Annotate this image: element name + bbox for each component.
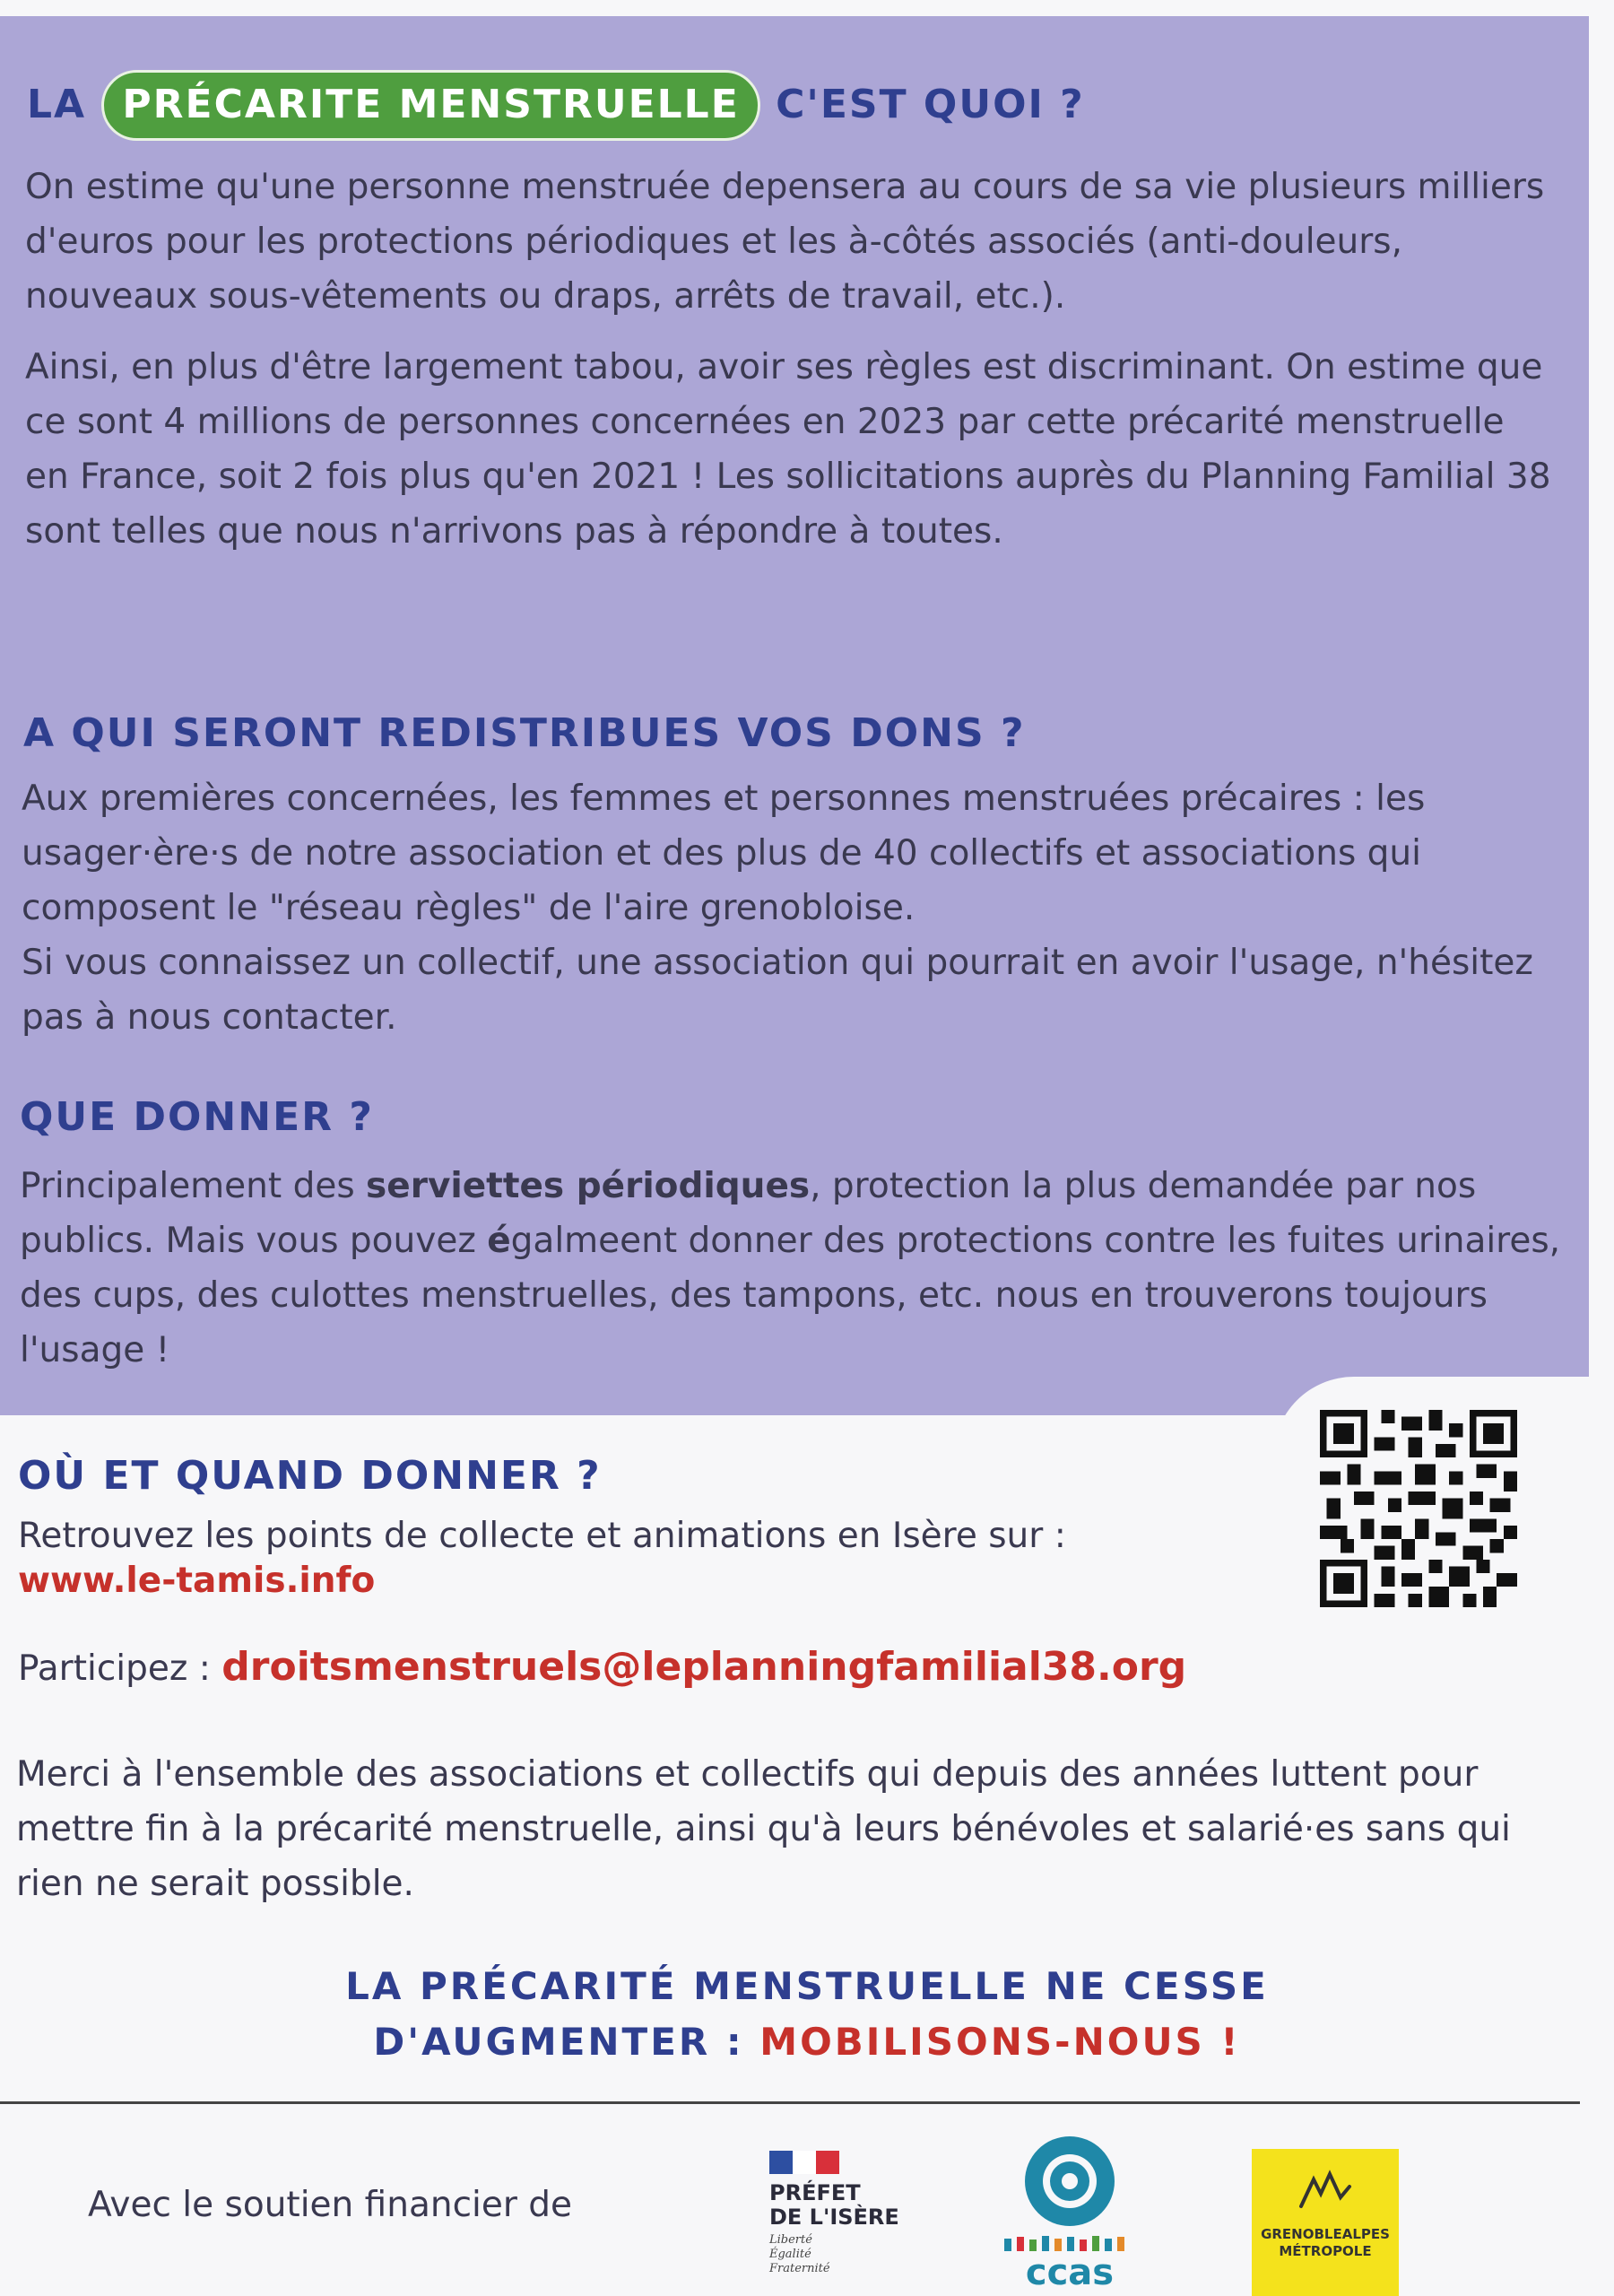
section1-body: [25, 160, 1558, 559]
participate-line: [18, 1639, 1578, 1696]
prefet-line1: PRÉFET: [769, 2180, 861, 2205]
section3-body: [20, 1159, 1562, 1378]
prefet-motto3: Fraternité: [769, 2262, 830, 2275]
section2-paragraph1: Aux premières concernées, les femmes et personnes menstruées précaires : les usager·ère·s de notre association et des plus de 40 collectifs et associations qui composent le "réseau règles" de l'aire grenobloise.: [22, 778, 1426, 928]
french-flag-icon: [769, 2151, 839, 2174]
website-link[interactable]: www.le-tamis.info: [18, 1561, 376, 1601]
closing-highlight: MOBILISONS-NOUS !: [759, 2020, 1241, 2064]
section3-text-before: Principalement des: [20, 1166, 367, 1206]
section3-heading: QUE DONNER ?: [20, 1094, 374, 1140]
section3-text-after: galmeent donner des protections contre les fuites urinaires, des cups, des culottes menstruelles, des tampons, etc. nous en trouverons toujours l'usage !: [20, 1221, 1561, 1370]
closing-line2-before: D'AUGMENTER :: [373, 2020, 760, 2064]
section1-paragraph2: Ainsi, en plus d'être largement tabou, avoir ses règles est discriminant. On estime que ce sont 4 millions de personnes concernées en 2023 par cette précarité menstruelle en France, soit 2 fois plus qu'en 2021 ! Les sollicitations auprès du Planning Familial 38 sont telles que nous n'arrivons pas à répondre à toutes.: [25, 347, 1551, 552]
section2-paragraph2: Si vous connaissez un collectif, une association qui pourrait en avoir l'usage, n'hésitez pas à nous contacter.: [22, 943, 1533, 1038]
participate-label: Participez :: [18, 1648, 222, 1689]
section3-text-bold2: é: [487, 1221, 511, 1261]
metropole-emblem-icon: [1294, 2167, 1357, 2217]
section2-heading: A QUI SERONT REDISTRIBUES VOS DONS ?: [23, 710, 1026, 756]
section3-paragraph: [20, 1159, 1562, 1378]
closing-line1: LA PRÉCARITÉ MENSTRUELLE NE CESSE: [345, 1964, 1269, 2008]
section4-text: Retrouvez les points de collecte et animations en Isère sur :: [18, 1516, 1066, 1556]
ccas-label: ccas: [1025, 2252, 1115, 2293]
section3-text-mid: , protection la plus demandée par nos publics. Mais vous pouvez: [20, 1166, 1477, 1261]
metro-line2: MÉTROPOLE: [1279, 2243, 1372, 2259]
email-link[interactable]: droitsmenstruels@leplanningfamilial38.org: [221, 1644, 1187, 1690]
grenoble-alpes-metropole-logo: [1252, 2149, 1399, 2296]
section1-heading-pill: PRÉCARITE MENSTRUELLE: [101, 70, 759, 141]
people-row-icon: [1002, 2231, 1137, 2251]
section4-body: [18, 1514, 1273, 1604]
prefet-logo: [769, 2151, 931, 2276]
support-text: Avec le soutien financier de: [88, 2185, 573, 2225]
closing-line2: [0, 2020, 1614, 2064]
qr-code[interactable]: [1320, 1410, 1517, 1607]
section1-heading-after: C'EST QUOI ?: [776, 82, 1085, 127]
prefet-motto2: Égalité: [769, 2248, 811, 2261]
section1-heading-before: LA: [27, 82, 87, 127]
ville-de-grenoble-seal-icon: [1023, 2135, 1116, 2228]
section1-heading: [27, 70, 1085, 141]
section2-body: [22, 771, 1564, 1045]
section3-text-bold: serviettes périodiques: [366, 1166, 811, 1206]
metro-line1: GRENOBLEALPES: [1261, 2226, 1390, 2242]
section1-paragraph1: On estime qu'une personne menstruée depensera au cours de sa vie plusieurs milliers d'euros pour les protections périodiques et les à-côtés associés (anti-douleurs, nouveaux sous-vêtements ou draps, arrêts de travail, etc.).: [25, 167, 1545, 317]
footer-divider: [0, 2101, 1580, 2104]
prefet-motto1: Liberté: [769, 2233, 812, 2247]
prefet-line2: DE L'ISÈRE: [769, 2205, 899, 2230]
section4-heading: OÙ ET QUAND DONNER ?: [18, 1453, 602, 1499]
ville-grenoble-ccas-logo: [1002, 2135, 1137, 2291]
thanks-text: Merci à l'ensemble des associations et collectifs qui depuis des années luttent pour mettre fin à la précarité menstruelle, ainsi qu'à leurs bénévoles et salarié·es sans qui rien ne serait possible.: [16, 1754, 1511, 1904]
